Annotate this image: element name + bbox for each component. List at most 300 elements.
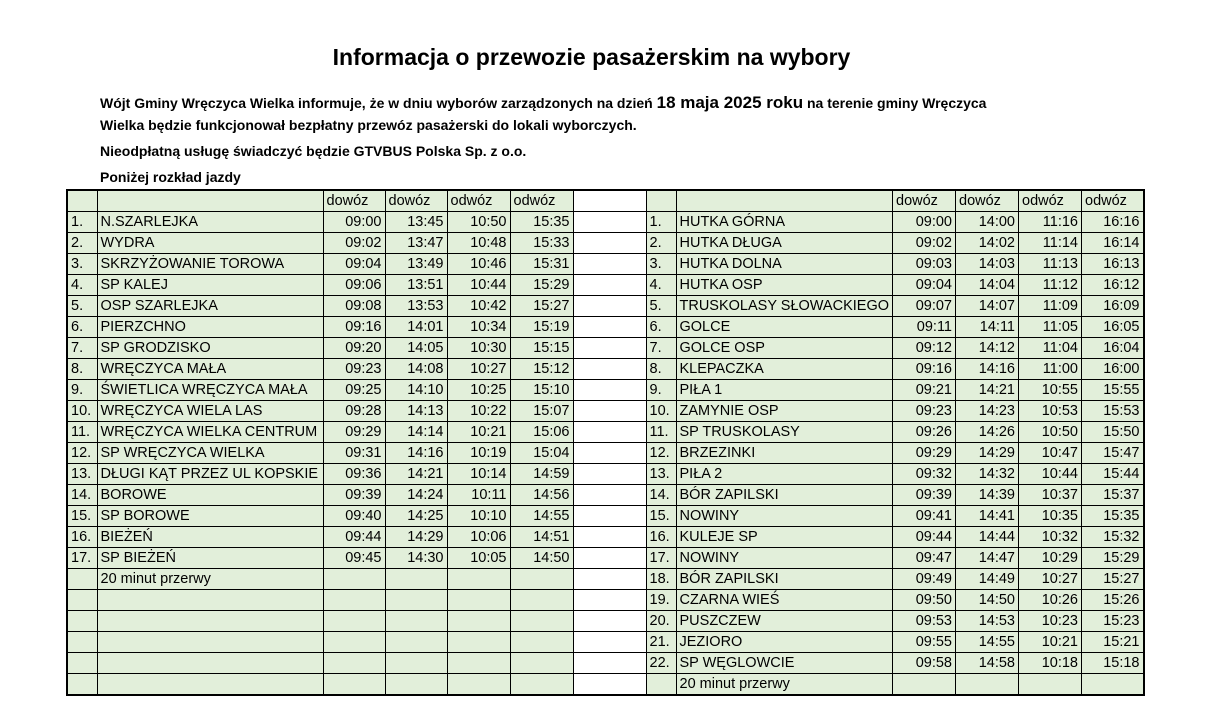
right-time: 09:58 <box>893 653 956 674</box>
left-stop-name: WRĘCZYCA MAŁA <box>97 359 323 380</box>
right-stop-number: 12. <box>646 443 676 464</box>
left-time: 13:45 <box>385 212 447 233</box>
column-gap <box>573 338 646 359</box>
right-stop-name: GOLCE OSP <box>676 338 893 359</box>
right-stop-name: HUTKA GÓRNA <box>676 212 893 233</box>
right-stop-name: PUSZCZEW <box>676 611 893 632</box>
left-time <box>510 674 573 696</box>
right-time <box>1082 674 1144 696</box>
left-time: 14:51 <box>510 527 573 548</box>
column-header: odwóz <box>1019 190 1082 212</box>
table-row <box>67 527 1144 548</box>
table-row <box>67 548 1144 569</box>
left-time: 09:40 <box>323 506 385 527</box>
right-time: 10:18 <box>1019 653 1082 674</box>
right-time: 10:35 <box>1019 506 1082 527</box>
right-time: 09:39 <box>893 485 956 506</box>
column-gap <box>573 674 646 696</box>
right-time: 16:09 <box>1082 296 1144 317</box>
right-time: 16:05 <box>1082 317 1144 338</box>
right-time: 16:12 <box>1082 275 1144 296</box>
right-time: 10:27 <box>1019 569 1082 590</box>
left-time <box>385 611 447 632</box>
right-time: 15:44 <box>1082 464 1144 485</box>
left-time <box>323 674 385 696</box>
right-time <box>956 674 1019 696</box>
left-time: 15:31 <box>510 254 573 275</box>
intro-line-2: Wielka będzie funkcjonował bezpłatny przewóz pasażerski do lokali wyborczych. <box>100 117 637 133</box>
right-stop-name: 20 minut przerwy <box>676 674 893 696</box>
left-stop-name: WRĘCZYCA WIELA LAS <box>97 401 323 422</box>
right-time: 15:50 <box>1082 422 1144 443</box>
right-time: 10:47 <box>1019 443 1082 464</box>
left-time: 15:10 <box>510 380 573 401</box>
right-stop-number: 16. <box>646 527 676 548</box>
right-time: 09:44 <box>893 527 956 548</box>
column-header: dowóz <box>385 190 447 212</box>
column-gap <box>573 443 646 464</box>
column-header: odwóz <box>1082 190 1144 212</box>
column-gap <box>573 233 646 254</box>
right-time: 10:55 <box>1019 380 1082 401</box>
right-stop-number: 4. <box>646 275 676 296</box>
right-time: 14:41 <box>956 506 1019 527</box>
right-time: 14:03 <box>956 254 1019 275</box>
right-stop-number: 20. <box>646 611 676 632</box>
right-stop-number: 1. <box>646 212 676 233</box>
column-gap <box>573 212 646 233</box>
right-time: 10:50 <box>1019 422 1082 443</box>
left-stop-number: 10. <box>67 401 97 422</box>
left-time: 10:22 <box>447 401 510 422</box>
column-header: dowóz <box>893 190 956 212</box>
right-stop-number: 3. <box>646 254 676 275</box>
right-stop-name: GOLCE <box>676 317 893 338</box>
right-time: 09:04 <box>893 275 956 296</box>
right-time: 10:23 <box>1019 611 1082 632</box>
left-time: 09:00 <box>323 212 385 233</box>
left-time: 14:24 <box>385 485 447 506</box>
left-time: 10:25 <box>447 380 510 401</box>
right-stop-number: 11. <box>646 422 676 443</box>
left-stop-number: 11. <box>67 422 97 443</box>
right-stop-name: SP TRUSKOLASY <box>676 422 893 443</box>
right-stop-number: 21. <box>646 632 676 653</box>
right-time: 14:16 <box>956 359 1019 380</box>
left-time: 15:07 <box>510 401 573 422</box>
left-time: 14:21 <box>385 464 447 485</box>
column-gap <box>573 275 646 296</box>
right-time: 14:44 <box>956 527 1019 548</box>
left-time: 13:49 <box>385 254 447 275</box>
left-time: 10:27 <box>447 359 510 380</box>
left-time: 10:42 <box>447 296 510 317</box>
left-time <box>510 569 573 590</box>
left-stop-number: 4. <box>67 275 97 296</box>
header-blank <box>97 190 323 212</box>
column-gap <box>573 548 646 569</box>
right-stop-number: 6. <box>646 317 676 338</box>
right-time: 15:18 <box>1082 653 1144 674</box>
left-stop-number: 6. <box>67 317 97 338</box>
left-stop-name: BOROWE <box>97 485 323 506</box>
right-time: 14:53 <box>956 611 1019 632</box>
left-time <box>447 569 510 590</box>
left-time: 13:53 <box>385 296 447 317</box>
right-time <box>893 674 956 696</box>
intro-line-1-start: Wójt Gminy Wręczyca Wielka informuje, że w dniu wyborów zarządzonych na dzień <box>100 95 657 111</box>
right-time: 15:53 <box>1082 401 1144 422</box>
left-time: 09:02 <box>323 233 385 254</box>
left-time: 09:20 <box>323 338 385 359</box>
right-time: 10:37 <box>1019 485 1082 506</box>
left-time: 10:50 <box>447 212 510 233</box>
schedule-table <box>66 189 1145 696</box>
left-time: 09:04 <box>323 254 385 275</box>
left-stop-number: 8. <box>67 359 97 380</box>
left-time: 09:16 <box>323 317 385 338</box>
column-gap <box>573 422 646 443</box>
right-stop-number: 19. <box>646 590 676 611</box>
left-time <box>510 653 573 674</box>
right-time: 11:12 <box>1019 275 1082 296</box>
left-time: 15:19 <box>510 317 573 338</box>
right-time: 09:49 <box>893 569 956 590</box>
left-time <box>447 611 510 632</box>
header-blank <box>67 190 97 212</box>
left-stop-name <box>97 611 323 632</box>
right-stop-number: 8. <box>646 359 676 380</box>
table-row <box>67 359 1144 380</box>
table-row <box>67 338 1144 359</box>
right-stop-name: TRUSKOLASY SŁOWACKIEGO <box>676 296 893 317</box>
right-time: 14:26 <box>956 422 1019 443</box>
left-time: 10:06 <box>447 527 510 548</box>
left-time: 09:08 <box>323 296 385 317</box>
column-gap <box>573 590 646 611</box>
right-time: 09:02 <box>893 233 956 254</box>
column-gap <box>573 317 646 338</box>
left-time: 15:29 <box>510 275 573 296</box>
left-time: 09:44 <box>323 527 385 548</box>
left-time: 14:01 <box>385 317 447 338</box>
left-time: 14:08 <box>385 359 447 380</box>
left-time: 10:48 <box>447 233 510 254</box>
right-stop-name: HUTKA OSP <box>676 275 893 296</box>
left-time: 14:50 <box>510 548 573 569</box>
right-time: 15:21 <box>1082 632 1144 653</box>
left-stop-name: SP WRĘCZYCA WIELKA <box>97 443 323 464</box>
right-time: 14:58 <box>956 653 1019 674</box>
right-time: 11:05 <box>1019 317 1082 338</box>
left-time <box>385 653 447 674</box>
left-stop-number <box>67 653 97 674</box>
left-time: 09:23 <box>323 359 385 380</box>
column-gap <box>573 527 646 548</box>
left-time: 09:29 <box>323 422 385 443</box>
left-stop-name <box>97 590 323 611</box>
column-gap <box>573 464 646 485</box>
right-time: 10:53 <box>1019 401 1082 422</box>
left-time: 14:05 <box>385 338 447 359</box>
right-time: 09:32 <box>893 464 956 485</box>
right-stop-number <box>646 674 676 696</box>
right-stop-name: NOWINY <box>676 506 893 527</box>
left-stop-number <box>67 611 97 632</box>
table-row <box>67 275 1144 296</box>
left-time <box>323 632 385 653</box>
column-gap <box>573 380 646 401</box>
left-time <box>447 590 510 611</box>
right-stop-number: 17. <box>646 548 676 569</box>
right-stop-name: KULEJE SP <box>676 527 893 548</box>
left-time: 14:59 <box>510 464 573 485</box>
left-time: 14:10 <box>385 380 447 401</box>
right-stop-number: 7. <box>646 338 676 359</box>
left-stop-number: 7. <box>67 338 97 359</box>
left-time: 14:14 <box>385 422 447 443</box>
column-header: odwóz <box>447 190 510 212</box>
right-time: 14:29 <box>956 443 1019 464</box>
table-row <box>67 401 1144 422</box>
left-time: 14:16 <box>385 443 447 464</box>
left-stop-name: 20 minut przerwy <box>97 569 323 590</box>
table-row <box>67 317 1144 338</box>
left-stop-name: WRĘCZYCA WIELKA CENTRUM <box>97 422 323 443</box>
right-time: 16:04 <box>1082 338 1144 359</box>
left-time: 09:45 <box>323 548 385 569</box>
left-stop-number: 3. <box>67 254 97 275</box>
right-stop-name: PIŁA 1 <box>676 380 893 401</box>
left-time: 13:47 <box>385 233 447 254</box>
table-row <box>67 590 1144 611</box>
right-time: 14:23 <box>956 401 1019 422</box>
right-time: 14:21 <box>956 380 1019 401</box>
left-time <box>510 590 573 611</box>
left-stop-name: WYDRA <box>97 233 323 254</box>
column-gap <box>573 632 646 653</box>
right-time: 14:02 <box>956 233 1019 254</box>
left-stop-name: SP BIEŻEŃ <box>97 548 323 569</box>
right-stop-name: KLEPACZKA <box>676 359 893 380</box>
left-time: 15:04 <box>510 443 573 464</box>
column-gap <box>573 569 646 590</box>
right-time: 09:53 <box>893 611 956 632</box>
left-time <box>447 674 510 696</box>
right-stop-name: PIŁA 2 <box>676 464 893 485</box>
left-time <box>323 569 385 590</box>
right-time: 14:04 <box>956 275 1019 296</box>
left-time: 13:51 <box>385 275 447 296</box>
column-gap <box>573 485 646 506</box>
right-time: 15:47 <box>1082 443 1144 464</box>
right-time: 11:16 <box>1019 212 1082 233</box>
left-time <box>385 569 447 590</box>
left-time <box>323 653 385 674</box>
left-time: 14:56 <box>510 485 573 506</box>
right-time: 16:13 <box>1082 254 1144 275</box>
left-time: 10:44 <box>447 275 510 296</box>
right-time: 14:07 <box>956 296 1019 317</box>
left-time: 14:55 <box>510 506 573 527</box>
right-time: 10:21 <box>1019 632 1082 653</box>
right-stop-number: 14. <box>646 485 676 506</box>
left-time: 15:15 <box>510 338 573 359</box>
left-stop-number: 16. <box>67 527 97 548</box>
right-stop-name: NOWINY <box>676 548 893 569</box>
table-row <box>67 212 1144 233</box>
right-time: 15:27 <box>1082 569 1144 590</box>
right-stop-number: 13. <box>646 464 676 485</box>
left-stop-number: 17. <box>67 548 97 569</box>
right-stop-number: 9. <box>646 380 676 401</box>
right-time: 15:55 <box>1082 380 1144 401</box>
left-time <box>510 632 573 653</box>
right-time: 09:50 <box>893 590 956 611</box>
left-stop-number: 2. <box>67 233 97 254</box>
left-time: 10:05 <box>447 548 510 569</box>
left-stop-number: 5. <box>67 296 97 317</box>
left-time <box>447 653 510 674</box>
left-stop-name: PIERZCHNO <box>97 317 323 338</box>
left-time: 09:39 <box>323 485 385 506</box>
left-stop-name <box>97 674 323 696</box>
right-stop-name: BRZEZINKI <box>676 443 893 464</box>
intro-line-1-end: na terenie gminy Wręczyca <box>803 95 987 111</box>
left-time: 10:30 <box>447 338 510 359</box>
right-time: 15:35 <box>1082 506 1144 527</box>
header-blank <box>676 190 893 212</box>
right-time: 09:12 <box>893 338 956 359</box>
right-time: 10:44 <box>1019 464 1082 485</box>
left-stop-name: N.SZARLEJKA <box>97 212 323 233</box>
left-time: 09:25 <box>323 380 385 401</box>
left-time: 10:11 <box>447 485 510 506</box>
left-time <box>385 632 447 653</box>
left-stop-name: SP KALEJ <box>97 275 323 296</box>
left-stop-name: ŚWIETLICA WRĘCZYCA MAŁA <box>97 380 323 401</box>
right-time: 09:29 <box>893 443 956 464</box>
table-row <box>67 485 1144 506</box>
left-time: 14:29 <box>385 527 447 548</box>
right-time: 09:23 <box>893 401 956 422</box>
left-time: 10:46 <box>447 254 510 275</box>
right-time: 16:14 <box>1082 233 1144 254</box>
left-time: 10:19 <box>447 443 510 464</box>
left-time: 10:10 <box>447 506 510 527</box>
intro-line-3: Nieodpłatną usługę świadczyć będzie GTVBUS Polska Sp. z o.o. <box>100 143 527 159</box>
column-header: dowóz <box>956 190 1019 212</box>
column-gap <box>573 401 646 422</box>
column-gap <box>573 506 646 527</box>
right-time: 10:29 <box>1019 548 1082 569</box>
table-row <box>67 254 1144 275</box>
right-time: 09:21 <box>893 380 956 401</box>
table-row <box>67 380 1144 401</box>
right-time: 14:55 <box>956 632 1019 653</box>
election-date: 18 maja 2025 roku <box>656 93 804 112</box>
right-stop-name: CZARNA WIEŚ <box>676 590 893 611</box>
column-gap <box>573 296 646 317</box>
page-title: Informacja o przewozie pasażerskim na wybory <box>332 44 851 70</box>
right-stop-name: HUTKA DŁUGA <box>676 233 893 254</box>
column-gap <box>573 611 646 632</box>
intro-line-1 <box>100 93 986 113</box>
right-stop-name: BÓR ZAPILSKI <box>676 569 893 590</box>
right-time: 16:00 <box>1082 359 1144 380</box>
left-stop-name <box>97 632 323 653</box>
left-time: 09:36 <box>323 464 385 485</box>
right-time: 09:07 <box>893 296 956 317</box>
table-row <box>67 464 1144 485</box>
column-gap <box>573 190 646 212</box>
right-time: 14:39 <box>956 485 1019 506</box>
right-time: 10:32 <box>1019 527 1082 548</box>
right-time: 15:29 <box>1082 548 1144 569</box>
left-time: 15:33 <box>510 233 573 254</box>
table-row <box>67 653 1144 674</box>
left-stop-number: 13. <box>67 464 97 485</box>
right-time: 14:11 <box>956 317 1019 338</box>
table-row <box>67 296 1144 317</box>
right-time: 11:14 <box>1019 233 1082 254</box>
left-time <box>385 674 447 696</box>
right-time: 15:37 <box>1082 485 1144 506</box>
left-stop-number: 15. <box>67 506 97 527</box>
left-stop-number <box>67 632 97 653</box>
left-time <box>323 590 385 611</box>
left-time: 15:35 <box>510 212 573 233</box>
right-time: 11:13 <box>1019 254 1082 275</box>
right-time: 11:04 <box>1019 338 1082 359</box>
right-stop-name: BÓR ZAPILSKI <box>676 485 893 506</box>
right-time: 14:32 <box>956 464 1019 485</box>
right-time: 09:16 <box>893 359 956 380</box>
right-time: 14:50 <box>956 590 1019 611</box>
left-stop-name: SP GRODZISKO <box>97 338 323 359</box>
column-gap <box>573 359 646 380</box>
left-stop-name: OSP SZARLEJKA <box>97 296 323 317</box>
left-stop-number: 1. <box>67 212 97 233</box>
left-stop-name: SP BOROWE <box>97 506 323 527</box>
right-time: 09:26 <box>893 422 956 443</box>
left-stop-name: DŁUGI KĄT PRZEZ UL KOPSKIE <box>97 464 323 485</box>
left-time <box>447 632 510 653</box>
left-stop-number: 12. <box>67 443 97 464</box>
column-header: dowóz <box>323 190 385 212</box>
right-time: 09:11 <box>893 317 956 338</box>
left-time: 14:30 <box>385 548 447 569</box>
right-time: 15:26 <box>1082 590 1144 611</box>
left-stop-number: 9. <box>67 380 97 401</box>
table-row <box>67 611 1144 632</box>
right-time: 09:55 <box>893 632 956 653</box>
left-time: 10:34 <box>447 317 510 338</box>
right-time: 14:12 <box>956 338 1019 359</box>
left-time: 09:31 <box>323 443 385 464</box>
right-time: 10:26 <box>1019 590 1082 611</box>
right-time: 09:47 <box>893 548 956 569</box>
left-stop-number <box>67 590 97 611</box>
right-time: 09:41 <box>893 506 956 527</box>
left-time <box>323 611 385 632</box>
left-stop-name <box>97 653 323 674</box>
table-row <box>67 443 1144 464</box>
table-row <box>67 422 1144 443</box>
left-stop-number: 14. <box>67 485 97 506</box>
left-time: 15:06 <box>510 422 573 443</box>
left-time: 15:12 <box>510 359 573 380</box>
